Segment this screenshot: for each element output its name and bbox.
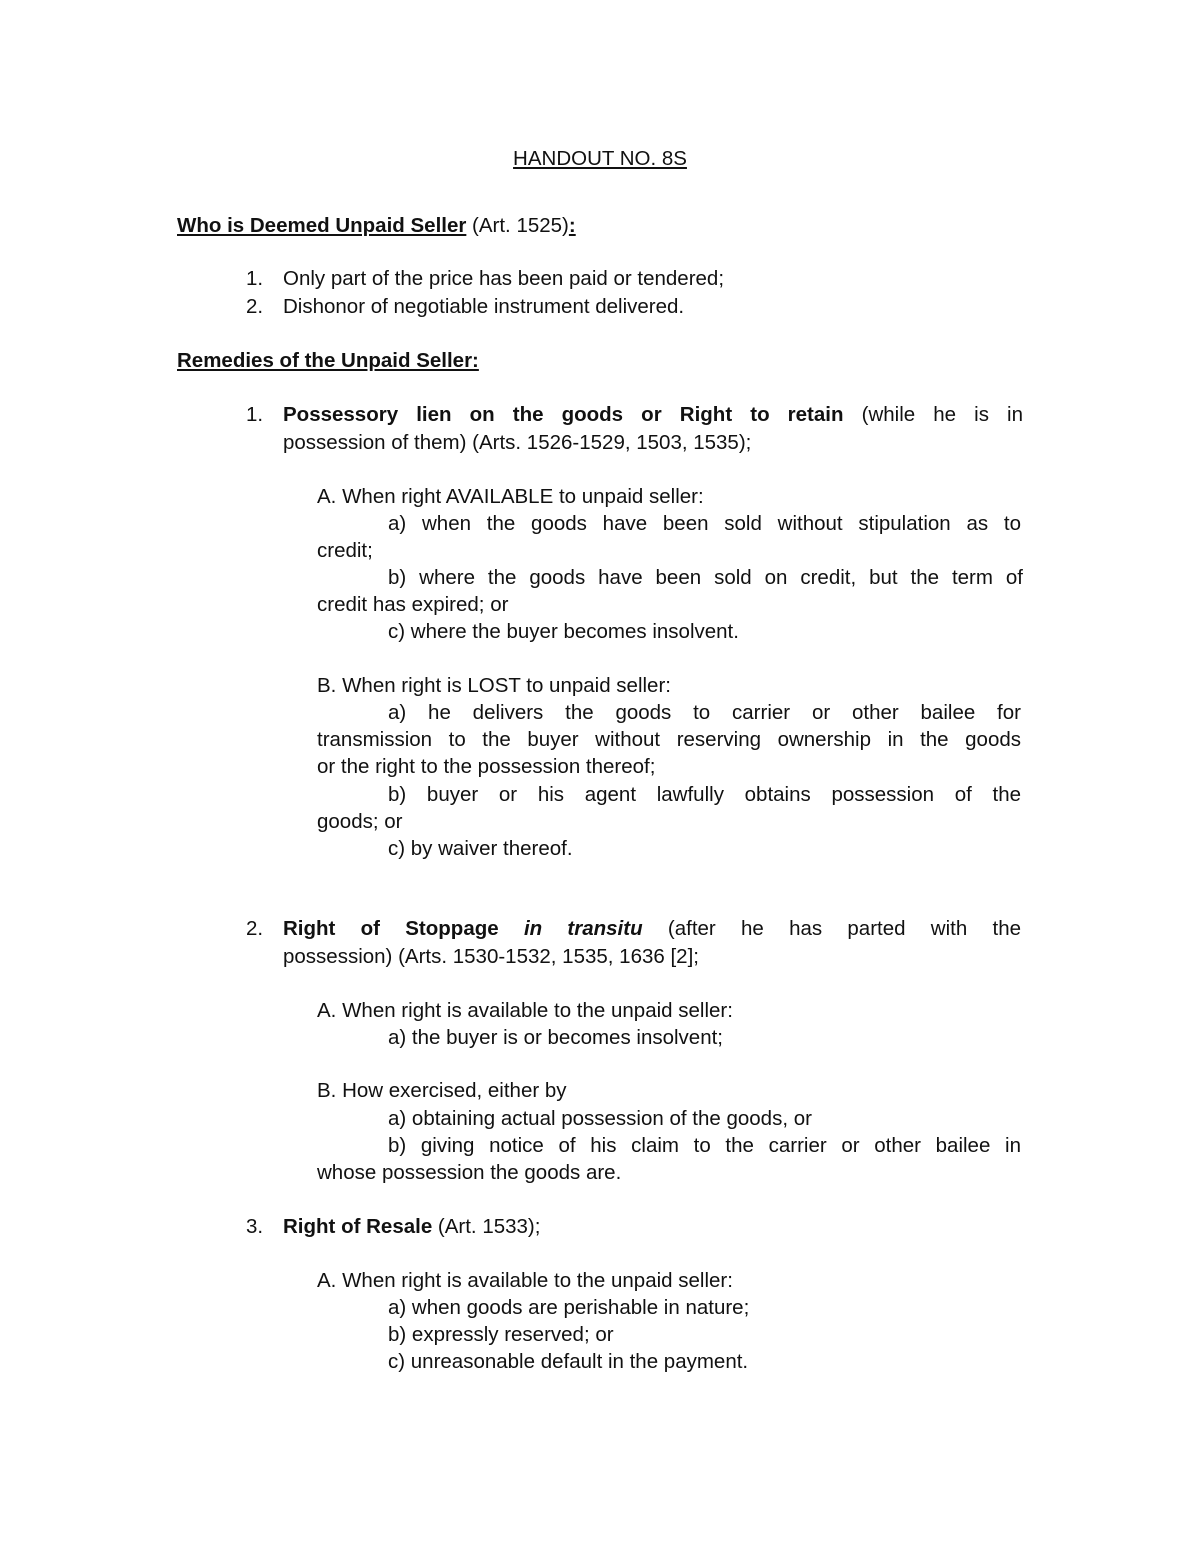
- remedy-2-exercised-heading: B. How exercised, either by: [317, 1079, 567, 1102]
- list-item-number: 1.: [246, 267, 264, 290]
- remedy-2-exercised-b-line-2: whose possession the goods are.: [317, 1161, 622, 1184]
- unpaid-seller-heading: [177, 212, 576, 239]
- remedies-heading: Remedies of the Unpaid Seller:: [177, 349, 479, 372]
- remedy-1-lost-a-line-3: or the right to the possession thereof;: [317, 755, 656, 778]
- remedy-2-available-heading: A. When right is available to the unpaid seller:: [317, 999, 733, 1022]
- page-title: HANDOUT NO. 8S: [513, 147, 687, 170]
- remedy-3-available-heading: A. When right is available to the unpaid seller:: [317, 1269, 733, 1292]
- remedy-3-available-b: b) expressly reserved; or: [388, 1323, 614, 1346]
- list-item: Only part of the price has been paid or tendered;: [283, 267, 725, 290]
- remedy-2-title-rest: (after he has parted with the: [667, 917, 1022, 940]
- remedy-3-title: Right of Resale: [283, 1215, 433, 1238]
- remedy-2-title-latin: in transitu: [523, 917, 643, 940]
- list-item: Dishonor of negotiable instrument delivered.: [283, 295, 685, 318]
- remedy-1-title-rest: (while he is in: [843, 403, 1024, 426]
- remedy-2-available-a: a) the buyer is or becomes insolvent;: [388, 1026, 723, 1049]
- unpaid-seller-heading-colon: :: [568, 214, 576, 237]
- remedy-1-lost-c: c) by waiver thereof.: [388, 837, 573, 860]
- remedy-1-available-c: c) where the buyer becomes insolvent.: [388, 620, 739, 643]
- remedy-1-lost-a-line-2: transmission to the buyer without reserving ownership in the goods: [317, 728, 1021, 751]
- remedy-3-title-rest: (Art. 1533);: [432, 1215, 541, 1238]
- remedy-1-available-b-line-2: credit has expired; or: [317, 593, 509, 616]
- remedy-3-number: 3.: [246, 1215, 264, 1238]
- remedy-1-lost-b-line-2: goods; or: [317, 810, 403, 833]
- remedy-2-exercised-a: a) obtaining actual possession of the goods, or: [388, 1107, 812, 1130]
- remedy-2-number: 2.: [246, 917, 264, 940]
- remedy-1-line-2: possession of them) (Arts. 1526-1529, 1503, 1535);: [283, 431, 752, 454]
- remedy-3-title-line: [283, 1213, 540, 1240]
- remedy-2-line-2: possession) (Arts. 1530-1532, 1535, 1636 [2];: [283, 945, 699, 968]
- unpaid-seller-heading-text: Who is Deemed Unpaid Seller: [177, 214, 467, 237]
- remedy-3-available-c: c) unreasonable default in the payment.: [388, 1350, 749, 1373]
- remedy-1-title-line: [283, 401, 1023, 428]
- remedy-3-available-a: a) when goods are perishable in nature;: [388, 1296, 750, 1319]
- remedy-1-number: 1.: [246, 403, 264, 426]
- remedy-1-lost-heading: B. When right is LOST to unpaid seller:: [317, 674, 671, 697]
- remedy-2-title: Right of Stoppage: [283, 917, 499, 940]
- remedy-2-exercised-b-line-1: b) giving notice of his claim to the carrier or other bailee in: [388, 1134, 1021, 1157]
- list-item-number: 2.: [246, 295, 264, 318]
- remedy-1-available-b-line-1: b) where the goods have been sold on credit, but the term of: [388, 566, 1023, 589]
- remedy-2-title-line: [283, 915, 1021, 942]
- remedy-1-lost-a-line-1: a) he delivers the goods to carrier or other bailee for: [388, 701, 1021, 724]
- remedy-1-title: Possessory lien on the goods or Right to retain: [283, 403, 844, 426]
- unpaid-seller-heading-ref: (Art. 1525): [466, 214, 569, 237]
- remedy-1-available-a-line-2: credit;: [317, 539, 373, 562]
- remedy-1-lost-b-line-1: b) buyer or his agent lawfully obtains possession of the: [388, 783, 1021, 806]
- remedy-1-available-a-line-1: a) when the goods have been sold without stipulation as to: [388, 512, 1021, 535]
- remedy-1-available-heading: A. When right AVAILABLE to unpaid seller:: [317, 485, 704, 508]
